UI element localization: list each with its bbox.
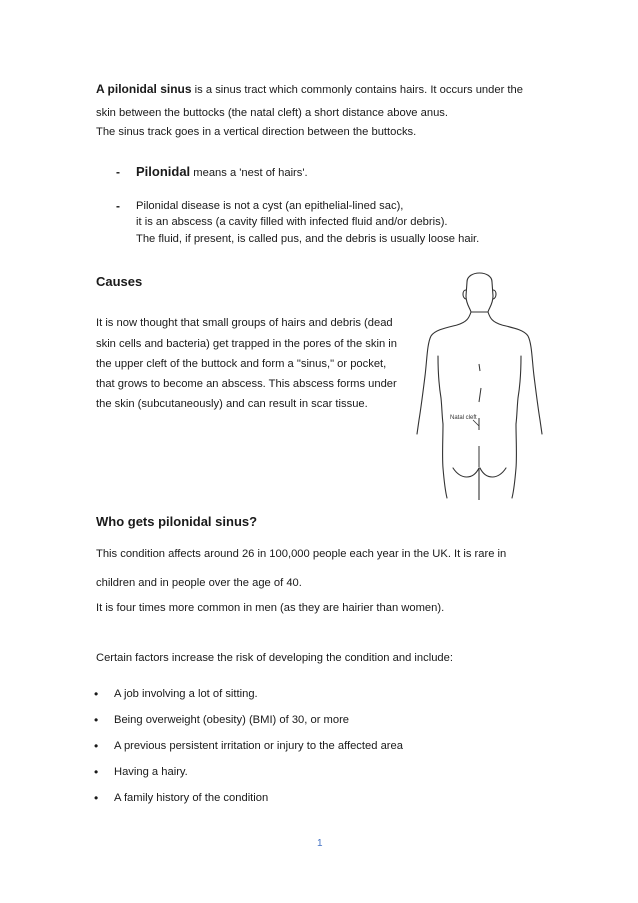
causes-line-4: that grows to become an abscess. This abscess forms under xyxy=(96,378,397,390)
def-item-2-line-3: The fluid, if present, is called pus, and the debris is usually loose hair. xyxy=(136,233,480,245)
def-item-1-rest: means a 'nest of hairs'. xyxy=(190,167,308,179)
risk-item: Having a hairy. xyxy=(114,766,188,778)
def-item-2-line-1: Pilonidal disease is not a cyst (an epithelial-lined sac), xyxy=(136,200,404,212)
risk-item: A previous persistent irritation or injury to the affected area xyxy=(114,740,403,752)
causes-line-2: skin cells and bacteria) get trapped in the pores of the skin in xyxy=(96,338,397,350)
def-item-1 xyxy=(136,165,308,180)
bullet-dot: • xyxy=(94,791,99,805)
who-para-3: It is four times more common in men (as they are hairier than women). xyxy=(96,602,445,614)
causes-line-3: the upper cleft of the buttock and form a "sinus," or pocket, xyxy=(96,358,387,370)
who-heading: Who gets pilonidal sinus? xyxy=(96,514,258,529)
bullet-dot: • xyxy=(94,765,99,779)
dash-marker: - xyxy=(116,199,120,213)
causes-heading: Causes xyxy=(96,274,143,289)
risk-item: A job involving a lot of sitting. xyxy=(114,688,258,700)
intro-line-3: The sinus track goes in a vertical direction between the buttocks. xyxy=(96,126,417,138)
intro-line-1 xyxy=(96,82,523,97)
bullet-dot: • xyxy=(94,713,99,727)
back-anatomy-figure xyxy=(405,268,555,500)
natal-cleft-label: Natal cleft xyxy=(450,415,477,421)
intro-term: A pilonidal sinus xyxy=(96,82,192,96)
who-para-4: Certain factors increase the risk of developing the condition and include: xyxy=(96,652,453,664)
causes-line-1: It is now thought that small groups of hairs and debris (dead xyxy=(96,317,393,329)
intro-line-1-rest: is a sinus tract which commonly contains hairs. It occurs under the xyxy=(191,84,523,96)
bullet-dot: • xyxy=(94,687,99,701)
who-para-1: This condition affects around 26 in 100,000 people each year in the UK. It is rare in xyxy=(96,548,507,560)
causes-line-5: the skin (subcutaneously) and can result in scar tissue. xyxy=(96,398,368,410)
intro-line-2: skin between the buttocks (the natal cleft) a short distance above anus. xyxy=(96,107,448,119)
def-item-2-line-2: it is an abscess (a cavity filled with infected fluid and/or debris). xyxy=(136,216,448,228)
page-number: 1 xyxy=(317,838,323,849)
who-para-2: children and in people over the age of 40. xyxy=(96,577,302,589)
risk-item: Being overweight (obesity) (BMI) of 30, or more xyxy=(114,714,350,726)
bullet-dot: • xyxy=(94,739,99,753)
risk-item: A family history of the condition xyxy=(114,792,269,804)
def-item-1-term: Pilonidal xyxy=(136,164,191,179)
dash-marker: - xyxy=(116,165,120,179)
